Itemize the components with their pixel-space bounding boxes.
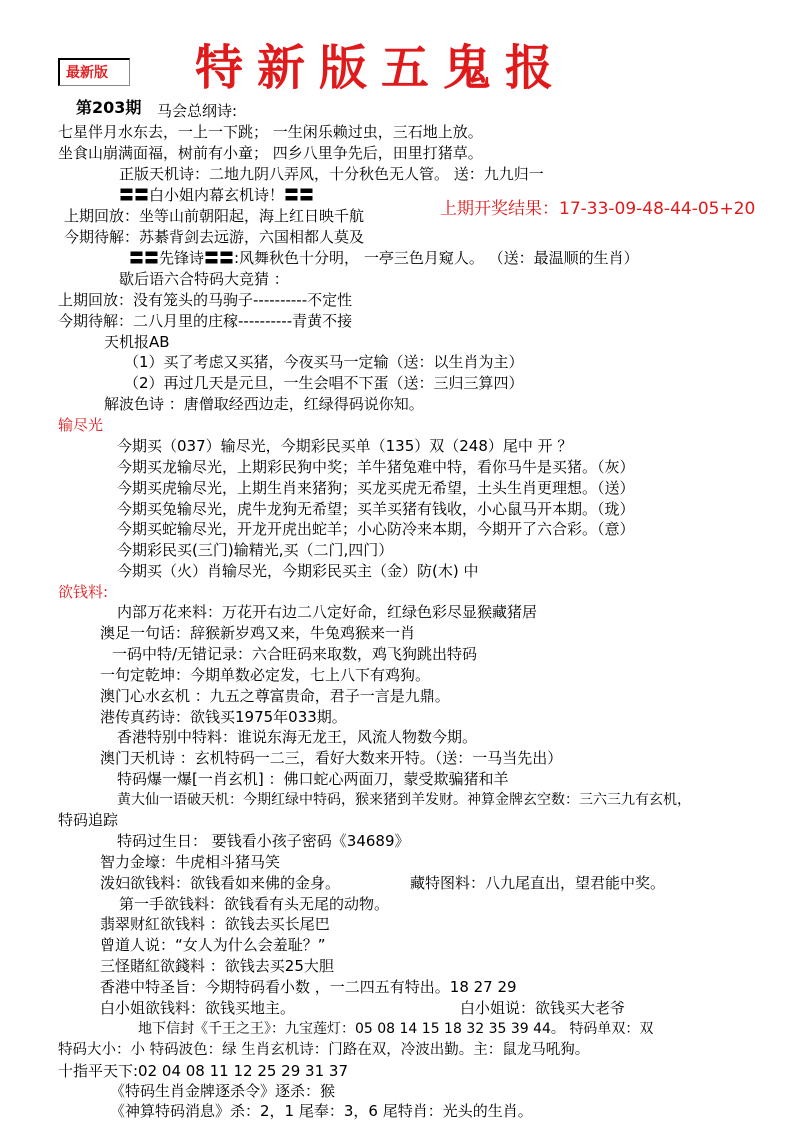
- text-line: 歇后语六合特码大竞猜 ：: [119, 270, 289, 288]
- text-line: 一码中特/无错记录：六合旺码来取数，鸡飞狗跳出特码: [112, 645, 478, 663]
- text-line: 三怪賭紅欲錢料 ：欲钱去买25大胆: [100, 957, 334, 975]
- text-line: 十指平天下:02 04 08 11 12 25 29 31 37: [58, 1062, 348, 1080]
- text-line: 今期买蛇输尽光，开龙开虎出蛇羊；小心防冷来本期，今期开了六合彩。（意）: [117, 520, 635, 538]
- text-line: 澳足一句话：辞猴新岁鸡又来，牛兔鸡猴来一肖: [100, 624, 416, 642]
- text-line: 特码大小：小 特码波色：绿 生肖玄机诗：门路在双，冷波出勤。主：鼠龙马吼狗。: [58, 1042, 590, 1058]
- text-line: 《神算特码消息》杀：2，1 尾奉：3，6 尾特肖：光头的生肖。: [110, 1102, 533, 1120]
- text-line: 智力金壕：牛虎相斗猪马笑: [100, 853, 281, 871]
- text-line: 曾道人说：“女人为什么会羞耻？”: [100, 936, 326, 954]
- issue-number: 第203期: [76, 98, 142, 117]
- text-line: （2）再过几天是元旦，一生会唱不下蛋（送：三归三算四）: [124, 374, 524, 392]
- text-line: 特码过生日： 要钱看小孩子密码《34689》: [117, 832, 410, 850]
- section-heading: 输尽光: [58, 416, 104, 434]
- text-line: 今期买（037）输尽光，今期彩民买单（135）双（248）尾中 开 ？: [117, 437, 573, 455]
- text-line: 特码追踪: [58, 811, 119, 829]
- poem-heading: 马会总纲诗:: [157, 102, 238, 120]
- text-line: 今期买虎输尽光，上期生肖来猪狗；买龙买虎无希望，土头生肖更理想。（送）: [117, 479, 635, 497]
- text-line: 香港特别中特料：谁说东海无龙王，风流人物数今期。: [117, 728, 478, 746]
- text-line: （1）买了考虑又买猪，今夜买马一定输（送：以生肖为主）: [124, 353, 524, 371]
- text-line: 特码爆一爆[一肖玄机] ：佛口蛇心两面刀，蒙受欺骗猪和羊: [117, 770, 509, 788]
- text-line: 地下信封《千王之王》：九宝莲灯：05 08 14 15 18 32 35 39 44。 特码单双：双: [138, 1021, 654, 1037]
- badge-label: 最新版: [66, 65, 108, 81]
- text-line: 白小姐说：欲钱买大老爷: [460, 999, 626, 1017]
- text-line: 〓〓先锋诗〓〓:风舞秋色十分明， 一亭三色月窥人。 （送：最温顺的生肖）: [129, 249, 639, 267]
- edition-badge: [58, 58, 130, 86]
- text-line: 黄大仙一语破天机：今期红绿中特码，猴来猪到羊发财。神算金牌玄空数：三六三九有玄机，: [117, 792, 691, 808]
- text-line: 上期回放：坐等山前朝阳起，海上红日映千航: [64, 207, 365, 225]
- text-line: 今期买（火）肖输尽光，今期彩民买主（金）防(木) 中: [117, 562, 479, 580]
- section-heading: 欲钱料:: [58, 583, 109, 601]
- text-line: 今期待解：二八月里的庄稼----------青黄不接: [58, 312, 353, 330]
- text-line: 第一手欲钱料：欲钱看有头无尾的动物。: [119, 895, 390, 913]
- text-line: 白小姐欲钱料：欲钱买地主。: [100, 999, 296, 1017]
- text-line: 《特码生肖金牌逐杀令》逐杀：猴: [110, 1082, 336, 1100]
- text-line: 内部万花来料：万花开右边二八定好命，红绿色彩尽显猴藏猪居: [117, 603, 538, 621]
- text-line: 七星伴月水东去，一上一下跳； 一生闲乐赖过虫，三石地上放。: [58, 123, 483, 141]
- text-line: 香港中特圣旨：今期特码看小数 ，一二四五有特出。18 27 29: [100, 978, 517, 996]
- text-line: 澳门心水玄机 ：九五之尊富贵命，君子一言是九鼎。: [100, 687, 450, 705]
- text-line: 一句定乾坤：今期单数必定发，七上八下有鸡狗。: [100, 666, 431, 684]
- text-line: 今期待解：苏綦背剑去远游，六国相都人莫及: [64, 228, 365, 246]
- text-line: 解波色诗 ：唐僧取经西边走，红绿得码说你知。: [104, 395, 424, 413]
- text-line: 天机报AB: [104, 333, 170, 351]
- text-line: 藏特图料：八九尾直出，望君能中奖。: [410, 874, 666, 892]
- text-line: 正版天机诗：二地九阴八弄风，十分秋色无人管。 送：九九归一: [119, 165, 544, 183]
- text-line: 澳门天机诗 ：玄机特码一二三，看好大数来开特。（送：一马当先出）: [100, 749, 563, 767]
- page-title: 特新版五鬼报: [195, 40, 568, 96]
- text-line: 翡翠财紅欲钱料 ：欲钱去买长尾巴: [100, 915, 330, 933]
- text-line: 今期买龙输尽光，上期彩民狗中奖；羊牛猪兔难中特，看你马牛是买猪。（灰）: [117, 458, 635, 476]
- last-draw-result: 上期开奖结果：17-33-09-48-44-05+20: [440, 199, 756, 219]
- text-line: 今期彩民买(三门)输精光,买（二门,四门）: [117, 541, 394, 559]
- text-line: 港传真药诗：欲钱买1975年033期。: [100, 708, 347, 726]
- text-line: 泼妇欲钱料：欲钱看如来佛的金身。: [100, 874, 341, 892]
- text-line: 坐食山崩满面福，树前有小童； 四乡八里争先后，田里打猪草。: [58, 144, 483, 162]
- text-line: 今期买兔输尽光，虎牛龙狗无希望；买羊买猪有钱收，小心鼠马开本期。（珑）: [117, 500, 635, 518]
- text-line: 〓〓白小姐内幕玄机诗！〓〓: [119, 186, 315, 204]
- text-line: 上期回放：没有笼头的马驹子----------不定性: [58, 291, 353, 309]
